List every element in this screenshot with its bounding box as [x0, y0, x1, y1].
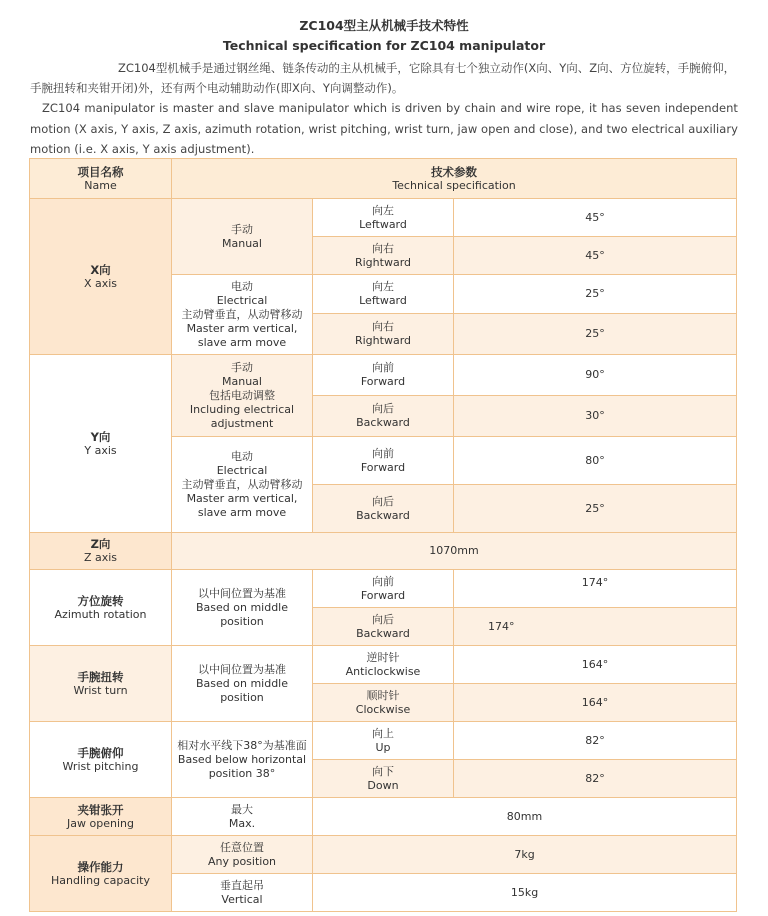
direction-cell: 逆时针 Anticlockwise [313, 646, 454, 684]
table-row [30, 570, 737, 608]
y-manual-label: 手动 Manual 包括电动调整 Including electrical adjustment [172, 355, 313, 437]
direction-cell: 向左 Leftward [313, 275, 454, 314]
wrist-pitching-label: 手腕俯仰 Wrist pitching [30, 722, 172, 798]
header-spec-cell: 技术参数 Technical specification [172, 159, 737, 199]
value-cell: 7kg [313, 836, 737, 874]
direction-cell: 向后 Backward [313, 608, 454, 646]
azimuth-base-label: 以中间位置为基准 Based on middle position [172, 570, 313, 646]
intro-english: ZC104 manipulator is master and slave manipulator which is driven by chain and wire rope, it has seven independent motion (X axis, Y axis, Z axis, azimuth rotation, wrist pitching, wrist turn, jaw open and close), and two electrical auxiliary motion (i.e. X axis, Y axis adjustment). [30, 101, 738, 156]
x-electrical-label: 电动 Electrical 主动臂垂直，从动臂移动 Master arm vertical, slave arm move [172, 275, 313, 355]
value-cell: 174° [454, 570, 737, 608]
jaw-condition: 最大 Max. [172, 798, 313, 836]
direction-cell: 向前 Forward [313, 437, 454, 485]
handling-condition: 垂直起吊 Vertical [172, 874, 313, 912]
direction-cell: 向右 Rightward [313, 314, 454, 355]
table-row [30, 722, 737, 760]
direction-cell: 向后 Backward [313, 396, 454, 437]
wrist-turn-label: 手腕扭转 Wrist turn [30, 646, 172, 722]
jaw-label: 夹钳张开 Jaw opening [30, 798, 172, 836]
wrist-turn-base-label: 以中间位置为基准 Based on middle position [172, 646, 313, 722]
table-row [30, 533, 737, 570]
direction-cell: 向上 Up [313, 722, 454, 760]
table-row [30, 355, 737, 396]
azimuth-label: 方位旋转 Azimuth rotation [30, 570, 172, 646]
wrist-pitching-base-label: 相对水平线下38°为基准面 Based below horizontal position 38° [172, 722, 313, 798]
header-name-cell: 项目名称 Name [30, 159, 172, 199]
value-cell: 45° [454, 199, 737, 237]
direction-cell: 顺时针 Clockwise [313, 684, 454, 722]
table-row [30, 646, 737, 684]
value-cell: 80° [454, 437, 737, 485]
direction-cell: 向左 Leftward [313, 199, 454, 237]
title-english: Technical specification for ZC104 manipulator [222, 38, 546, 53]
intro-chinese: ZC104型机械手是通过钢丝绳、链条传动的主从机械手，它除具有七个独立动作(X向、Y向、Z向、方位旋转，手腕俯仰，手腕扭转和夹钳开闭)外，还有两个电动辅助动作(即X向、Y向调整动作)。 [30, 61, 736, 95]
z-axis-label: Z向 Z axis [30, 533, 172, 570]
value-cell: 25° [454, 314, 737, 355]
value-cell: 30° [454, 396, 737, 437]
value-cell: 45° [454, 237, 737, 275]
table-row [30, 199, 737, 237]
value-cell: 174° [454, 608, 737, 646]
table-header-row [30, 159, 737, 199]
value-cell: 80mm [313, 798, 737, 836]
value-cell: 25° [454, 485, 737, 533]
title-chinese: ZC104型主从机械手技术特性 [299, 18, 469, 33]
direction-cell: 向前 Forward [313, 355, 454, 396]
x-manual-label: 手动 Manual [172, 199, 313, 275]
value-cell: 82° [454, 760, 737, 798]
direction-cell: 向前 Forward [313, 570, 454, 608]
value-cell: 164° [454, 684, 737, 722]
y-electrical-label: 电动 Electrical 主动臂垂直，从动臂移动 Master arm vertical, slave arm move [172, 437, 313, 533]
handling-condition: 任意位置 Any position [172, 836, 313, 874]
y-axis-label: Y向 Y axis [30, 355, 172, 533]
direction-cell: 向后 Backward [313, 485, 454, 533]
value-cell: 90° [454, 355, 737, 396]
handling-label: 操作能力 Handling capacity [30, 836, 172, 912]
value-cell: 164° [454, 646, 737, 684]
value-cell: 1070mm [172, 533, 737, 570]
spec-table [29, 158, 737, 912]
value-cell: 25° [454, 275, 737, 314]
table-row [30, 836, 737, 874]
table-row [30, 798, 737, 836]
direction-cell: 向右 Rightward [313, 237, 454, 275]
x-axis-label: X向 X axis [30, 199, 172, 355]
value-cell: 15kg [313, 874, 737, 912]
direction-cell: 向下 Down [313, 760, 454, 798]
value-cell: 82° [454, 722, 737, 760]
